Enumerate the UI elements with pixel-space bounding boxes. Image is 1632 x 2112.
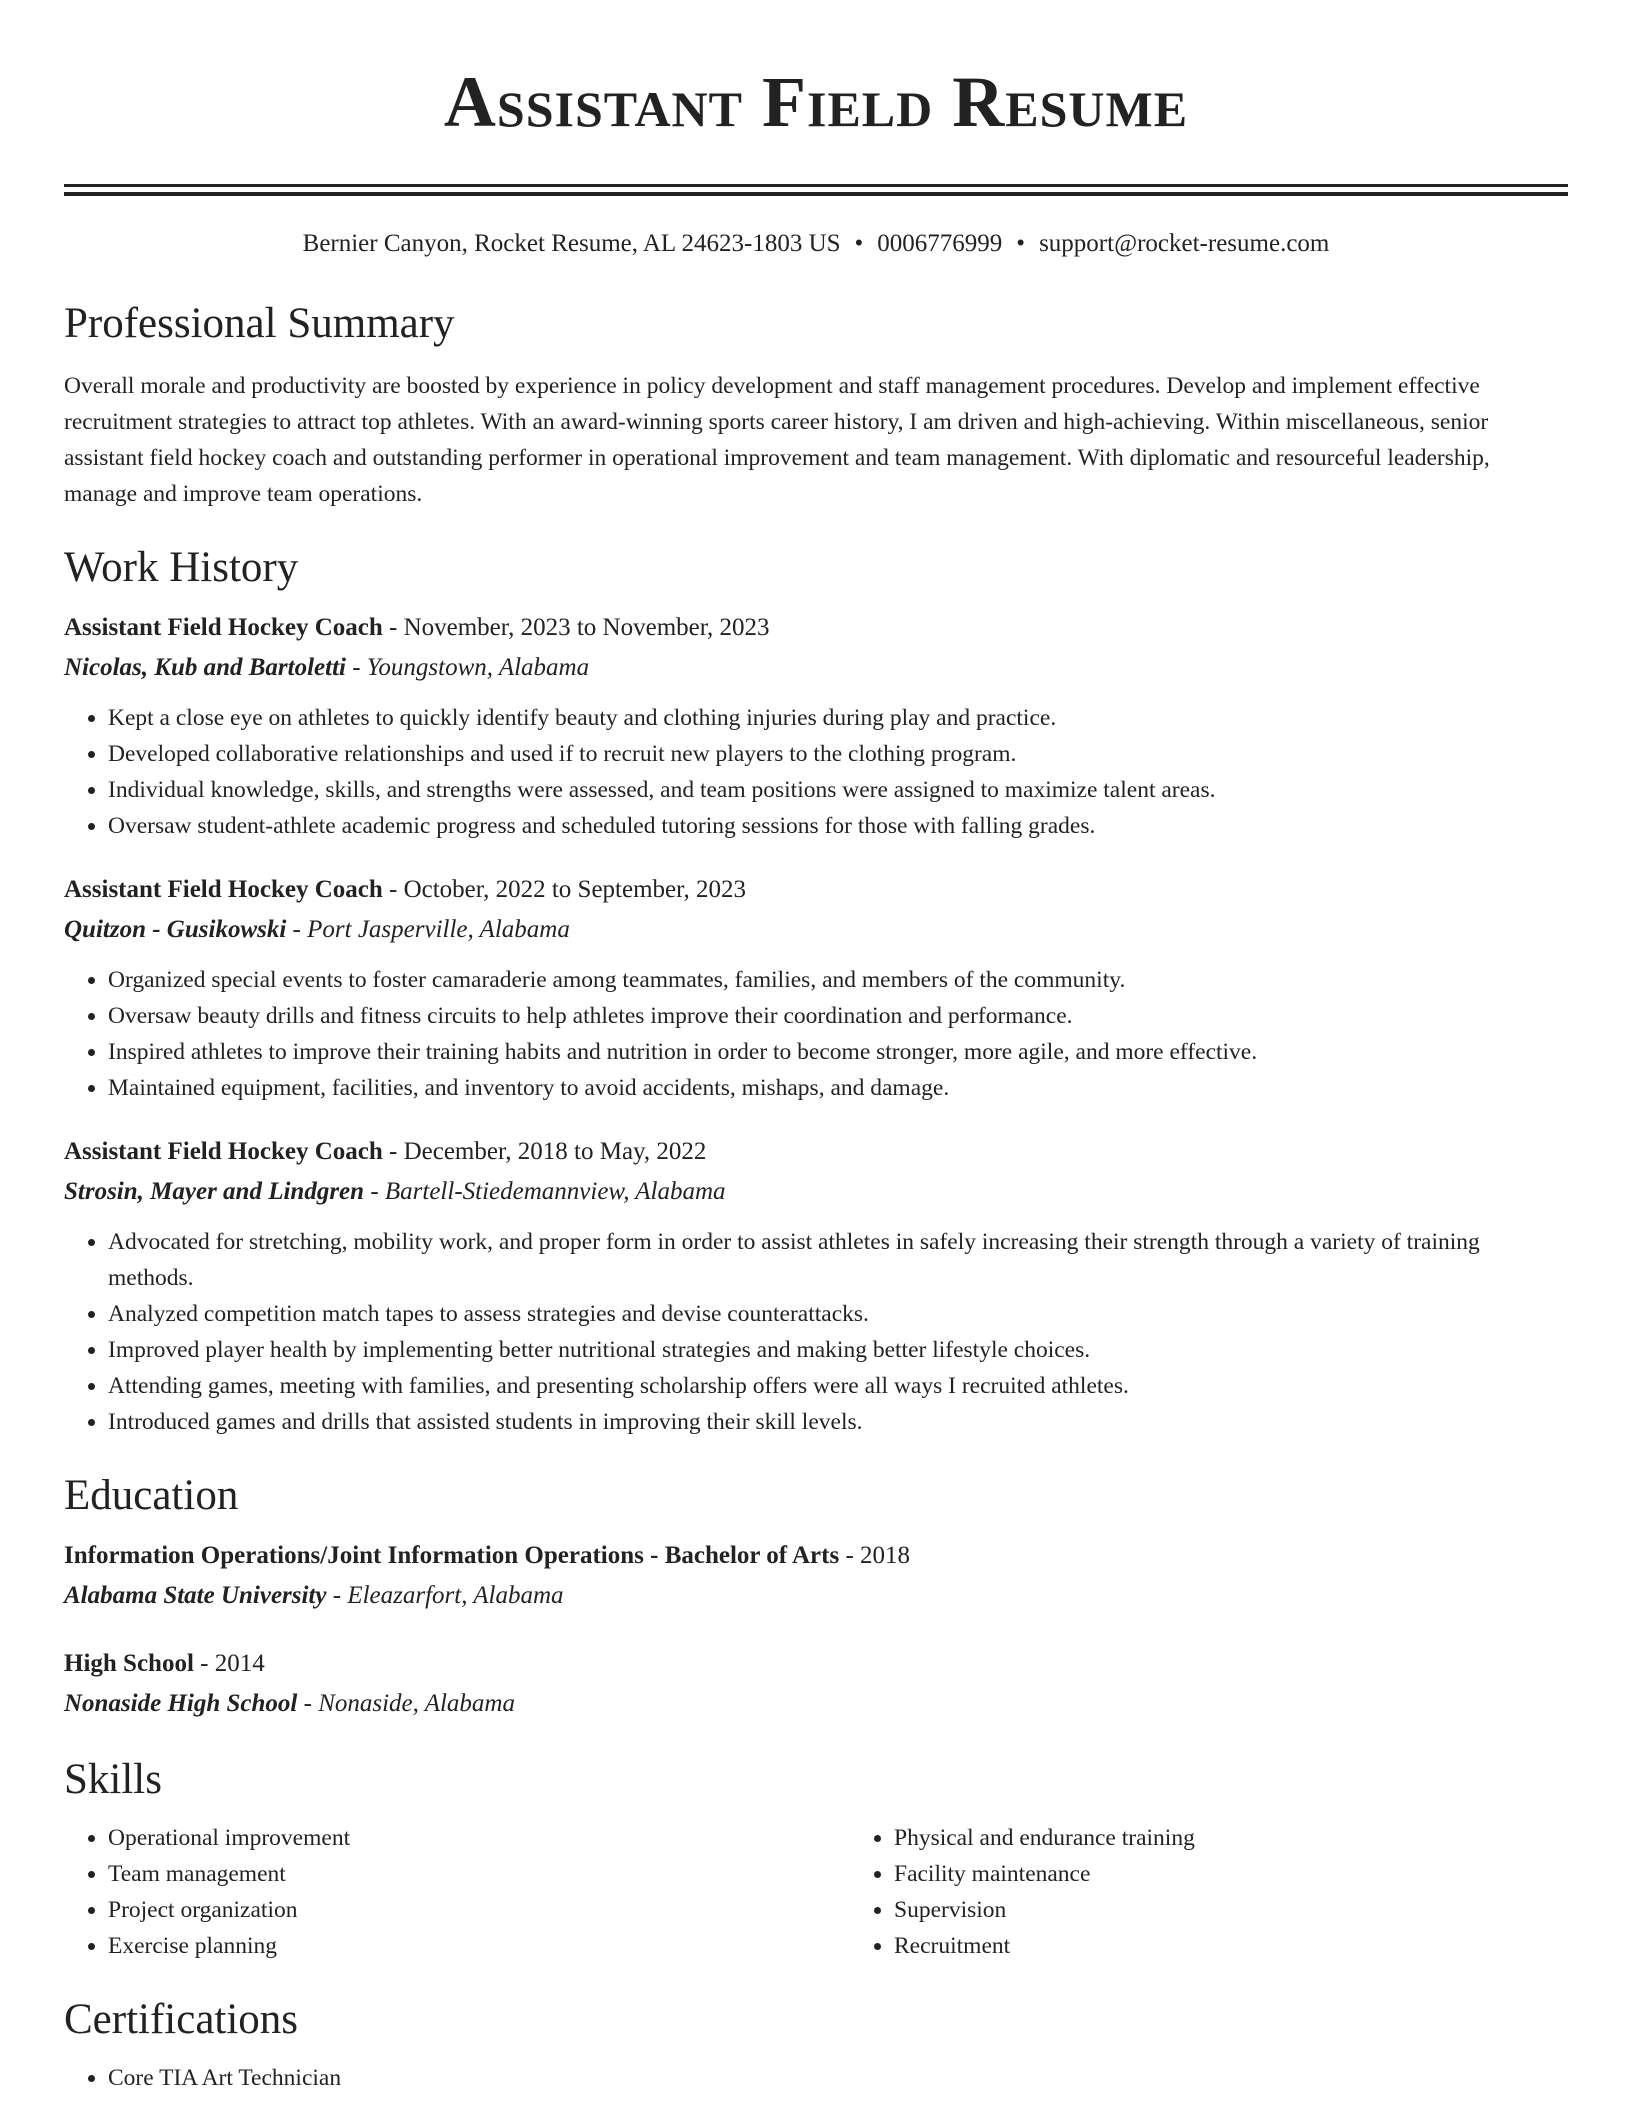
list-item: • Introduced games and drills that assisted students in improving their skill levels. bbox=[108, 1404, 1568, 1440]
list-item: • Oversaw student-athlete academic progress and scheduled tutoring sessions for those with falling grades. bbox=[108, 808, 1568, 844]
certification-item: • Core TIA Art Technician bbox=[108, 2060, 1568, 2096]
contact-separator: • bbox=[1016, 230, 1026, 257]
job-entry bbox=[64, 608, 1568, 844]
job-dates: - November, 2023 to November, 2023 bbox=[382, 614, 770, 641]
job-title-line bbox=[64, 1132, 1568, 1172]
list-item: • Improved player health by implementing better nutritional strategies and making better lifestyle choices. bbox=[108, 1332, 1568, 1368]
list-item: • Inspired athletes to improve their training habits and nutrition in order to become stronger, more agile, and more effective. bbox=[108, 1034, 1568, 1070]
skill-item: • Physical and endurance training bbox=[894, 1820, 1632, 1856]
contact-address: Bernier Canyon, Rocket Resume, AL 24623-1803 US bbox=[302, 230, 841, 257]
contact-line bbox=[64, 228, 1568, 260]
skill-item: • Team management bbox=[108, 1856, 850, 1892]
certifications-list bbox=[64, 2060, 1568, 2096]
job-bullets bbox=[64, 962, 1568, 1106]
contact-email[interactable]: support@rocket-resume.com bbox=[1039, 230, 1330, 257]
job-company: Strosin, Mayer and Lindgren bbox=[64, 1178, 365, 1205]
education-degree-line bbox=[64, 1644, 1568, 1684]
resume-page bbox=[64, 0, 1568, 2096]
contact-separator: • bbox=[854, 230, 864, 257]
job-company: Quitzon - Gusikowski bbox=[64, 916, 287, 943]
skill-item: • Supervision bbox=[894, 1892, 1632, 1928]
job-company: Nicolas, Kub and Bartoletti bbox=[64, 654, 346, 681]
education-school: Alabama State University bbox=[64, 1582, 327, 1609]
job-bullets bbox=[64, 700, 1568, 844]
list-item: • Organized special events to foster camaraderie among teammates, families, and members of the community. bbox=[108, 962, 1568, 998]
summary-text: Overall morale and productivity are boosted by experience in policy development and staff management procedures. Develop and implement effective recruitment strategies to attract top athletes. With an award-winning sports career history, I am driven and high-achieving. Within miscellaneous, senior assistant field hockey coach and outstanding performer in operational improvement and team management. With diplomatic and resourceful leadership, manage and improve team operations. bbox=[64, 373, 1490, 507]
job-title-line bbox=[64, 608, 1568, 648]
work-history-heading: Work History bbox=[64, 544, 299, 591]
skill-item: • Exercise planning bbox=[108, 1928, 850, 1964]
skill-item: • Facility maintenance bbox=[894, 1856, 1632, 1892]
skill-item: • Recruitment bbox=[894, 1928, 1632, 1964]
job-location: - Port Jasperville, Alabama bbox=[286, 916, 570, 943]
skill-item: • Project organization bbox=[108, 1892, 850, 1928]
job-location: - Bartell-Stiedemannview, Alabama bbox=[364, 1178, 726, 1205]
education-school-line bbox=[64, 1576, 1568, 1616]
education-degree: High School bbox=[64, 1650, 194, 1677]
list-item: • Individual knowledge, skills, and strengths were assessed, and team positions were assigned to maximize talent areas. bbox=[108, 772, 1568, 808]
job-company-line bbox=[64, 648, 1568, 688]
education-year: - 2014 bbox=[193, 1650, 265, 1677]
job-title: Assistant Field Hockey Coach bbox=[64, 876, 383, 903]
skills-columns bbox=[64, 1820, 1568, 1964]
education-degree: Information Operations/Joint Information Operations - Bachelor of Arts bbox=[64, 1542, 840, 1569]
education-year: - 2018 bbox=[839, 1542, 911, 1569]
job-company-line bbox=[64, 1172, 1568, 1212]
list-item: • Oversaw beauty drills and fitness circuits to help athletes improve their coordination and performance. bbox=[108, 998, 1568, 1034]
list-item: • Analyzed competition match tapes to assess strategies and devise counterattacks. bbox=[108, 1296, 1568, 1332]
education-location: - Nonaside, Alabama bbox=[297, 1690, 515, 1717]
list-item: • Developed collaborative relationships and used if to recruit new players to the clothing program. bbox=[108, 736, 1568, 772]
skills-heading: Skills bbox=[64, 1756, 162, 1803]
list-item: • Kept a close eye on athletes to quickly identify beauty and clothing injuries during play and practice. bbox=[108, 700, 1568, 736]
job-bullets bbox=[64, 1224, 1568, 1440]
skills-list-right bbox=[850, 1820, 1632, 1964]
education-degree-line bbox=[64, 1536, 1568, 1576]
certifications-heading: Certifications bbox=[64, 1996, 299, 2043]
job-title: Assistant Field Hockey Coach bbox=[64, 1138, 383, 1165]
skill-item: • Operational improvement bbox=[108, 1820, 850, 1856]
job-entry bbox=[64, 870, 1568, 1106]
job-dates: - October, 2022 to September, 2023 bbox=[382, 876, 746, 903]
education-school: Nonaside High School bbox=[64, 1690, 298, 1717]
resume-title: Assistant Field Resume bbox=[443, 62, 1189, 142]
contact-phone: 0006776999 bbox=[877, 230, 1003, 257]
job-dates: - December, 2018 to May, 2022 bbox=[382, 1138, 707, 1165]
summary-heading: Professional Summary bbox=[64, 300, 455, 347]
education-school-line bbox=[64, 1684, 1568, 1724]
education-heading: Education bbox=[64, 1472, 239, 1519]
list-item: • Advocated for stretching, mobility work, and proper form in order to assist athletes in safely increasing their strength through a variety of training methods. bbox=[108, 1224, 1568, 1296]
list-item: • Maintained equipment, facilities, and inventory to avoid accidents, mishaps, and damage. bbox=[108, 1070, 1568, 1106]
title-divider bbox=[64, 184, 1568, 196]
job-entry bbox=[64, 1132, 1568, 1440]
job-title: Assistant Field Hockey Coach bbox=[64, 614, 383, 641]
education-location: - Eleazarfort, Alabama bbox=[326, 1582, 564, 1609]
list-item: • Attending games, meeting with families, and presenting scholarship offers were all ways I recruited athletes. bbox=[108, 1368, 1568, 1404]
education-entry bbox=[64, 1536, 1568, 1616]
job-title-line bbox=[64, 870, 1568, 910]
skills-list-left bbox=[64, 1820, 850, 1964]
job-location: - Youngstown, Alabama bbox=[345, 654, 590, 681]
education-entry bbox=[64, 1644, 1568, 1724]
job-company-line bbox=[64, 910, 1568, 950]
